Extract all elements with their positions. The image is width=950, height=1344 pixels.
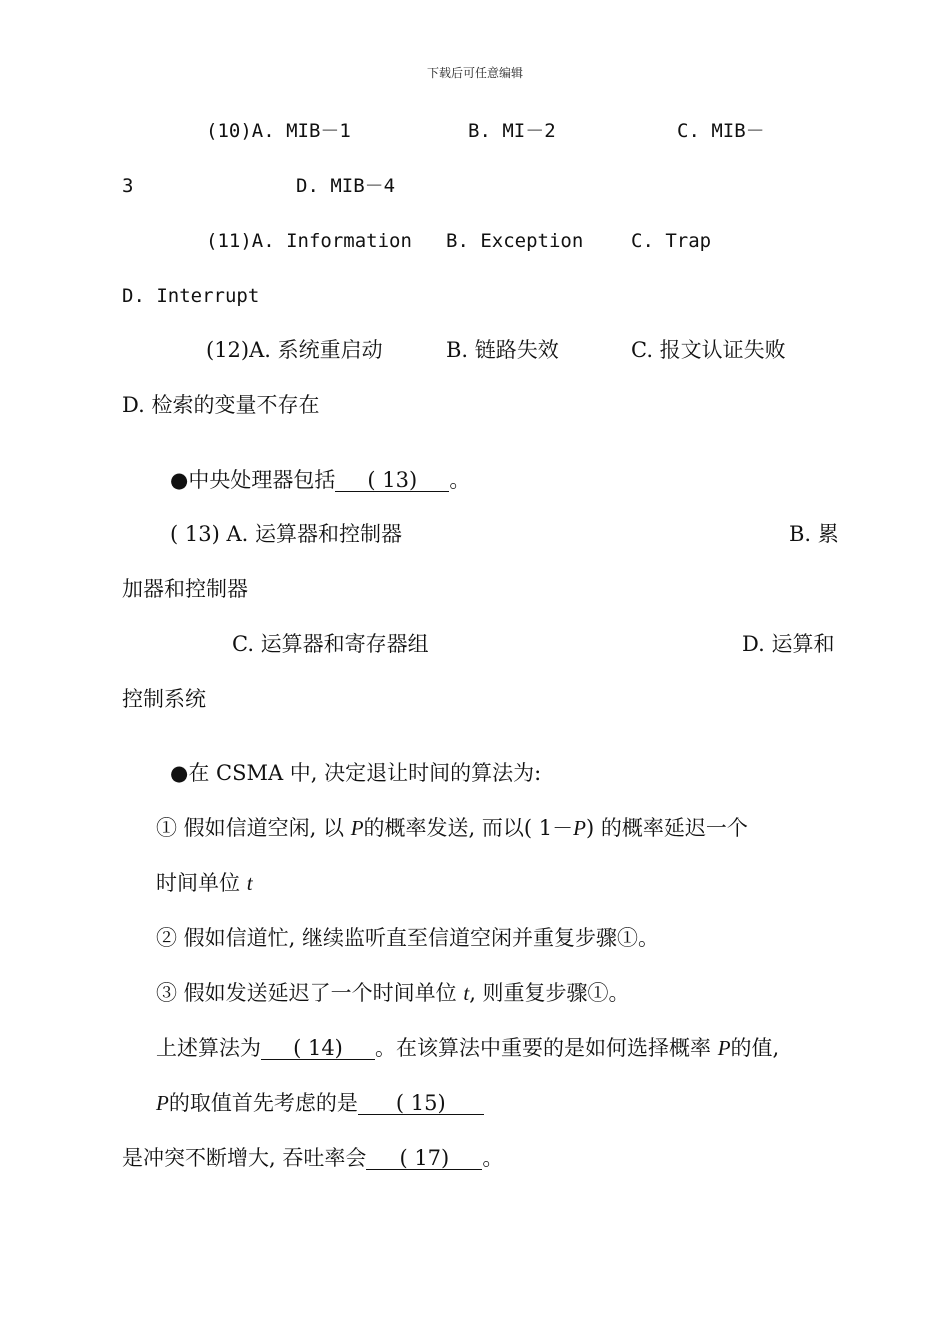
- csma-step-1-var-p2: P: [573, 816, 586, 840]
- q13-option-d-continued: 控制系统: [122, 687, 206, 711]
- q14-text-c: 的值,: [730, 1036, 780, 1060]
- csma-step-3-var-t: t: [463, 981, 470, 1005]
- q10-option-b: B. MI－2: [468, 120, 556, 142]
- q10-option-c-continued: 3: [122, 175, 134, 197]
- csma-question-17: [122, 1144, 503, 1172]
- q14-var-p: P: [717, 1036, 731, 1060]
- csma-step-1-var-t: t: [246, 871, 253, 895]
- csma-step-3-text-b: , 则重复步骤①。: [469, 981, 630, 1005]
- q13-question-text: ●中央处理器包括: [170, 468, 336, 492]
- q12-option-b: B. 链路失效: [446, 338, 559, 362]
- page-header: 下载后可任意编辑: [426, 66, 523, 80]
- csma-step-2: ② 假如信道忙, 继续监听直至信道空闲并重复步骤①。: [156, 926, 660, 950]
- csma-step-1: [156, 814, 748, 842]
- q13-option-a: ( 13) A. 运算器和控制器: [170, 522, 402, 546]
- q14-blank: ( 14): [261, 1037, 375, 1060]
- csma-step-1-text-c: ) 的概率延迟一个: [585, 816, 748, 840]
- q13-option-c: C. 运算器和寄存器组: [232, 632, 429, 656]
- q15-text: 的取值首先考虑的是: [168, 1091, 358, 1115]
- q14-text-b: 。在该算法中重要的是如何选择概率: [375, 1036, 718, 1060]
- q15-blank: ( 15): [358, 1092, 484, 1115]
- q11-option-a: (11)A. Information: [206, 230, 412, 252]
- q13-option-b: B. 累: [789, 522, 839, 546]
- q11-option-d: D. Interrupt: [122, 285, 260, 307]
- csma-step-1-cont-text: 时间单位: [156, 871, 247, 895]
- q17-text-a: 是冲突不断增大, 吞吐率会: [122, 1146, 367, 1170]
- q12-option-a: (12)A. 系统重启动: [206, 338, 383, 362]
- q10-option-a: (10)A. MIB－1: [206, 120, 351, 142]
- q13-blank: ( 13): [335, 469, 449, 492]
- csma-question-14: [156, 1034, 779, 1062]
- q12-option-c: C. 报文认证失败: [631, 338, 786, 362]
- csma-step-1-continued: [156, 869, 253, 897]
- q13-question: [170, 466, 470, 494]
- q14-text-a: 上述算法为: [156, 1036, 261, 1060]
- csma-question-15: [156, 1089, 484, 1117]
- q11-option-b: B. Exception: [446, 230, 584, 252]
- csma-intro: ●在 CSMA 中, 决定退让时间的算法为:: [170, 761, 542, 785]
- q15-var-p: P: [156, 1091, 169, 1115]
- q10-option-c: C. MIB－: [677, 120, 765, 142]
- q17-blank: ( 17): [366, 1147, 482, 1170]
- csma-step-3: [156, 979, 630, 1007]
- csma-step-1-text-a: ① 假如信道空闲, 以: [156, 816, 351, 840]
- q10-option-d: D. MIB－4: [296, 175, 396, 197]
- q12-option-d: D. 检索的变量不存在: [122, 393, 320, 417]
- csma-step-1-var-p: P: [350, 816, 364, 840]
- q17-text-b: 。: [482, 1146, 504, 1170]
- csma-step-1-text-b: 的概率发送, 而以( 1－: [363, 816, 574, 840]
- q13-option-b-continued: 加器和控制器: [122, 577, 248, 601]
- q13-option-d: D. 运算和: [742, 632, 835, 656]
- q11-option-c: C. Trap: [631, 230, 712, 252]
- q13-question-end: 。: [449, 468, 471, 492]
- csma-step-3-text-a: ③ 假如发送延迟了一个时间单位: [156, 981, 464, 1005]
